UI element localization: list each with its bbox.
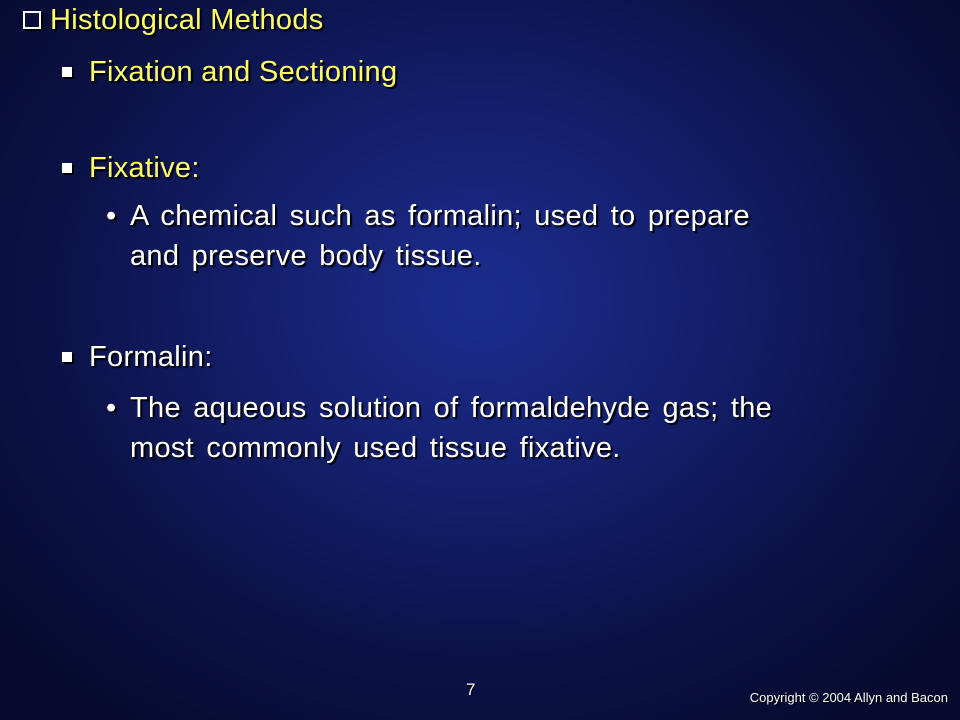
dot-bullet-icon: • bbox=[106, 392, 117, 424]
checkbox-bullet-icon bbox=[23, 11, 41, 29]
square-bullet-icon bbox=[62, 352, 72, 362]
bullet-heading: Fixative: bbox=[89, 151, 200, 184]
sub-bullet-line: and preserve body tissue. bbox=[130, 240, 482, 272]
bullet-heading: Formalin: bbox=[89, 340, 213, 373]
square-bullet-icon bbox=[62, 67, 72, 77]
page-number: 7 bbox=[466, 680, 476, 699]
sub-bullet-line: A chemical such as formalin; used to prepare bbox=[130, 200, 750, 232]
sub-bullet-text bbox=[130, 388, 772, 468]
sub-bullet-line: The aqueous solution of formaldehyde gas; the bbox=[130, 392, 773, 424]
bullet-fixation-and-sectioning bbox=[62, 52, 397, 92]
sub-bullet-line: most commonly used tissue fixative. bbox=[130, 432, 621, 464]
square-bullet-icon bbox=[62, 163, 72, 173]
sub-bullet-formalin-definition bbox=[106, 388, 926, 468]
bullet-heading: Fixation and Sectioning bbox=[89, 55, 398, 88]
copyright-notice: Copyright © 2004 Allyn and Bacon bbox=[749, 690, 948, 705]
slide-title-row bbox=[23, 0, 324, 40]
bullet-formalin bbox=[62, 337, 213, 377]
sub-bullet-fixative-definition bbox=[106, 196, 926, 276]
sub-bullet-text bbox=[130, 196, 750, 276]
dot-bullet-icon: • bbox=[106, 200, 117, 232]
bullet-fixative bbox=[62, 148, 200, 188]
slide-title: Histological Methods bbox=[50, 3, 324, 36]
